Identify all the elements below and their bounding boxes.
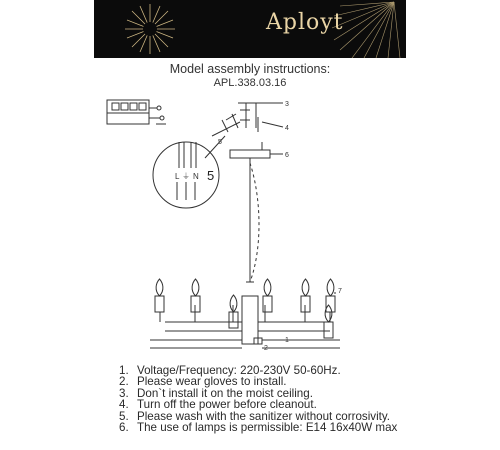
- screw: [212, 114, 240, 136]
- candle-bulbs: [155, 279, 335, 338]
- instructions-list: [119, 365, 397, 433]
- instruction-item: 2. Please wear gloves to install.: [119, 375, 287, 389]
- ground-symbol: ⏚: [182, 172, 190, 181]
- callout-1: 1: [285, 337, 289, 344]
- instruction-item: 4. Turn off the power before cleanout.: [119, 398, 317, 412]
- wire-label-l: L: [175, 172, 180, 181]
- instruction-item: 1. Voltage/Frequency: 220-230V 50-60Hz.: [119, 364, 341, 377]
- callout-4: 4: [285, 125, 289, 132]
- brand-name: Aployt: [266, 10, 344, 35]
- callout-3: 3: [285, 101, 289, 108]
- callout-2: 2: [264, 345, 268, 352]
- canopy: [230, 142, 283, 163]
- central-hub: [242, 282, 262, 344]
- model-number: APL.338.03.16: [213, 77, 287, 89]
- arms: [150, 305, 340, 348]
- callout-5-large: 5: [207, 168, 215, 183]
- page-title: Model assembly instructions:: [169, 62, 331, 76]
- terminal-block: [107, 100, 166, 124]
- instruction-item: 3. Don`t install it on the moist ceiling.: [119, 386, 313, 400]
- mounting-bracket: [238, 103, 283, 132]
- instruction-item: 5. Please wash with the sanitizer without corrosivity.: [119, 409, 391, 423]
- callout-7: 7: [338, 288, 342, 295]
- callout-5-small: 5: [218, 139, 222, 146]
- wire-loop: [250, 163, 259, 282]
- wire-label-n: N: [193, 172, 199, 181]
- callout-6: 6: [285, 152, 289, 159]
- instruction-item: 6. The use of lamps is permissible: E14 16x40W max: [119, 421, 398, 435]
